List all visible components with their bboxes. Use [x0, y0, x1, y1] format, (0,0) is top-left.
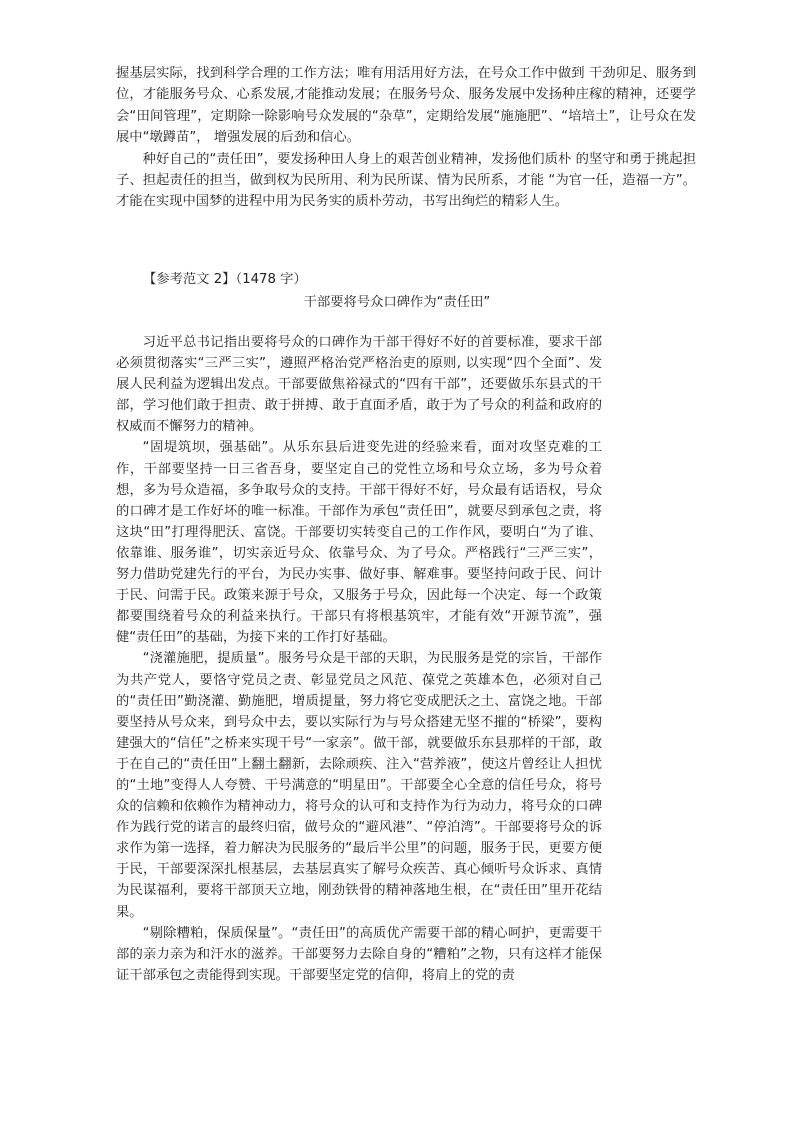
top-paragraph-1: 握基层实际，找到科学合理的工作方法；唯有用活用好方法，在号众工作中做到 干劲卯足、服务到位，才能服务号众、心系发展,才能推动发展；在服务号众、服务发展中发扬种庄稼的精神，还要学会“田间管理”，定期除一除影响号众发展的“杂草”，定期给发展“施施肥”、“培培土”，让号众在发展中“墩蹲苗”， 增强发展的后劲和信心。 [116, 66, 696, 146]
essay-title: 干部要将号众口碑作为“责任田” [303, 295, 491, 310]
essay-paragraph-4: “剔除糟粕，保质保量”。“责任田”的高质优产需要干部的精心呵护，更需要干部的亲力亲为和汗水的滋养。干部要努力去除自身的“糟粕”之物，只有这样才能保证干部承包之责能得到实现。干部要坚定党的信仰，将肩上的党的责 [116, 925, 602, 983]
essay-label: 【参考范文 2】（1478 字） [143, 272, 307, 287]
previous-essay-ending [116, 63, 696, 213]
essay-paragraph-1: 习近平总书记指出要将号众的口碑作为干部干得好不好的首要标准，要求干部必须贯彻落实“三严三实”，遵照严格治党严格治吏的原则, 以实现“四个全面”、发展人民利益为逻辑出发点。干部要做焦裕禄式的“四有干部”，还要做乐东县式的干部，学习他们敢于担责、敢于拼搏、敢于直面矛盾，敢于为了号众的利益和政府的权威而不懈努力的精神。 [116, 335, 602, 435]
essay-paragraph-2: “固堤筑坝，强基础”。从乐东县后进变先进的经验来看，面对攻坚克难的工作，干部要坚持一日三省吾身，要坚定自己的党性立场和号众立场，多为号众着想，多为号众造福，多争取号众的支持。干部干得好不好，号众最有话语权，号众的口碑才是工作好坏的唯一标准。干部作为承包“责任田”，就要尽到承包之责，将这块“田”打理得肥沃、富饶。干部要切实转变自己的工作作风，要明白“为了谁、依靠谁、服务谁”，切实亲近号众、依靠号众、为了号众。严格践行“三严三实”，努力借助党建先行的平台，为民办实事、做好事、解难事。要坚持问政于民、问计于民、问需于民。政策来源于号众，又服务于号众，因此每一个决定、每一个政策都要围绕着号众的利益来执行。干部只有将根基筑牢，才能有效“开源节流”，强健“责任田”的基础，为接下来的工作打好基础。 [116, 440, 602, 646]
essay-paragraph-3: “浇灌施肥，提质量”。服务号众是干部的天职，为民服务是党的宗旨，干部作为共产党人，要恪守党员之责、彰显党员之风范、葆党之英雄本色，必须对自己的“责任田”勤浇灌、勤施肥，增质提量，努力将它变成肥沃之土、富饶之地。干部要坚持从号众来，到号众中去，要以实际行为与号众搭建无坚不摧的“桥梁”，要构建强大的“信任”之桥来实现干号“一家亲”。做干部，就要做乐东县那样的干部，敢于在自己的“责任田”上翻土翻新，去除顽疾、注入“营养液”，使这片曾经让人担忧的“土地”变得人人夸赞、干号满意的“明星田”。干部要全心全意的信任号众，将号众的信赖和依赖作为精神动力，将号众的认可和支持作为行为动力，将号众的口碑作为践行党的诺言的最终归宿，做号众的“避风港”、“停泊湾”。干部要将号众的诉求作为第一选择，着力解决为民服务的“最后半公里”的问题，服务于民，更要方便于民，干部要深深扎根基层，去基层真实了解号众疾苦、真心倾听号众诉求、真情为民谋福利，要将干部顶天立地，刚劲铁骨的精神落地生根，在“责任田”里开花结果。 [116, 651, 602, 920]
essay-body [116, 332, 602, 986]
top-paragraph-2: 种好自己的“责任田”，要发扬种田人身上的艰苦创业精神，发扬他们质朴 的坚守和勇于挑起担子、担起责任的担当，做到权为民所用、利为民所谋、情为民所系，才能 “为官一任，造福一方”。才能在实现中国梦的进程中用为民务实的质朴劳动，书写出绚烂的精彩人生。 [116, 151, 696, 210]
